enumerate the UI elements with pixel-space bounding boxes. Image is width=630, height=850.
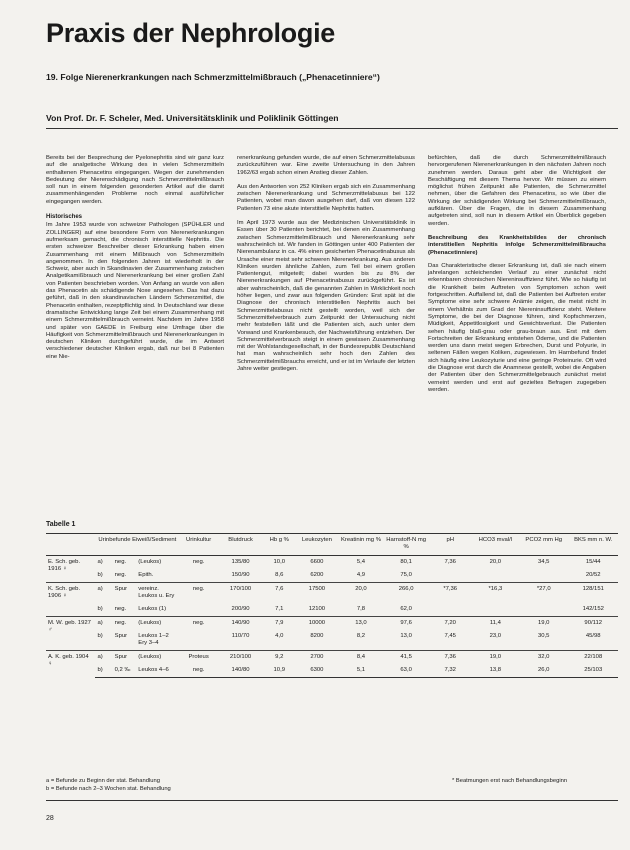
table-cell: 150/90 <box>231 572 250 578</box>
table-cell: 140/80 <box>218 664 263 678</box>
table-cell: 140/90 <box>218 617 263 631</box>
column-header: PCO2 mm Hg <box>519 534 568 556</box>
table-cell: 19,0 <box>519 617 568 631</box>
table-cell: 7,9 <box>263 617 295 631</box>
table-cell: Leukos (1) <box>138 606 167 612</box>
table-cell: 11,4 <box>472 617 519 631</box>
table-cell <box>519 569 568 583</box>
table-footnote-b: b = Befunde nach 2–3 Wochen stat. Behandlung <box>46 786 171 792</box>
table-footnote-asterisk: * Beatmungen erst nach Behandlungsbeginn <box>452 778 568 784</box>
table-cell: 7,8 <box>356 606 366 612</box>
table-cell <box>179 630 218 651</box>
patient-cell: K. Sch. geb. 1906 ♀ <box>46 583 95 617</box>
lab-results-table <box>46 533 618 678</box>
table-cell: a) <box>95 617 112 631</box>
article-subtitle: 19. Folge Nierenerkrankungen nach Schmerzmittelmißbrauch („Phenacetinniere“) <box>46 72 380 82</box>
table-cell: 7,1 <box>275 606 284 612</box>
table-cell: 13,8 <box>472 664 519 678</box>
table-cell: 8200 <box>310 633 324 639</box>
table-cell: 6600 <box>295 556 338 570</box>
table-cell: Spur <box>113 651 137 665</box>
column-header <box>46 534 95 556</box>
table-cell: 266,0 <box>384 583 429 604</box>
text-column-1 <box>46 155 224 368</box>
column-header: Urinbefunde Eiweiß/Sediment <box>95 534 179 556</box>
table-cell: 20,0 <box>338 583 383 604</box>
table-cell: 6300 <box>295 664 338 678</box>
table-cell: 5,4 <box>338 556 383 570</box>
header-divider <box>46 128 618 129</box>
author-line: Von Prof. Dr. F. Scheler, Med. Universitätsklinik und Poliklinik Göttingen <box>46 113 339 123</box>
table-cell: b) <box>97 572 103 578</box>
table-row <box>46 569 618 583</box>
table-cell: a) <box>95 651 112 665</box>
table-cell: Proteus <box>179 651 218 665</box>
table-cell <box>429 603 472 617</box>
table-cell: 13,0 <box>400 633 412 639</box>
table-cell: (Leukos) <box>136 617 179 631</box>
table-cell: 63,0 <box>384 664 429 678</box>
paragraph: Bereits bei der Besprechung der Pyelonephritis sind wir ganz kurz auf die analgetische Wirkung des in vielen Schmerzmitteln enthaltenen Phenacetins eingegangen. Wegen der zunehmenden Bedeutung der Nierenschädigung nach Schmerzmittelmißbrauch soll nun in einem folgenden gesonderten Artikel auf die damit zusammenhängenden Probleme noch einmal ausführlicher eingegangen werden. <box>46 155 224 205</box>
table-cell: 90/112 <box>568 617 618 631</box>
table-cell: 135/80 <box>218 556 263 570</box>
table-cell: a) <box>95 556 112 570</box>
table-cell: 45/98 <box>585 633 601 639</box>
table-cell <box>472 569 519 583</box>
table-cell: 75,0 <box>400 572 412 578</box>
table-cell: 8,2 <box>356 633 366 639</box>
table-cell: (Leukos) <box>136 556 179 570</box>
table-cell: 7,6 <box>263 583 295 604</box>
table-cell: 7,45 <box>444 633 456 639</box>
paragraph: Im April 1973 wurde aus der Medizinischen Universitätsklinik in Essen über 30 Patienten berichtet, bei denen ein Zusammenhang zwischen Schmerzmittelmißbrauch und Nierenerkrankung sehr wahrscheinlich ist. Wir fanden in Göttingen unter 400 Patienten der Nierenambulanz in ca. 4% einen gesicherten Phenacetinabusus als Ursache einer meist sehr schweren Nierenerkrankung. Aus anderen Kliniken wurden ähnliche Zahlen, zum Teil bei einem großen Patientengut, mitgeteilt; dabei wurden bis zu 8% der Nierenerkrankungen auf Phenacetinabusus zurückgeführt. Es ist aber wahrscheinlich, daß die genannten Zahlen in Wirklichkeit noch höher liegen, und zwar aus folgenden Gründen: Erst spät ist die Diagnose der chronisch interstitiellen Nephritis auch bei Schmerzmittelabusus nicht gestellt worden, weil sich der Schmerzmittelverbrauch zum Zeitpunkt der Untersuchung nicht mehr feststellen läßt und die Patienten sich, auch unter dem Vorwand und Krankenbesuch, der Nachweisführung entziehen. Der Schmerzmittelverbrauch steigt in einem gewissen Zusammenhang mit der Wohlstandsgesellschaft, in der Bundesrepublik Deutschland hat man wahrscheinlich sehr hoch den Zahlen des Schmerzmittelmißbrauchs erreicht, und er ist im Verlaufe der letzten Jahre weiter gestiegen. <box>237 220 415 373</box>
page-title: Praxis der Nephrologie <box>46 18 335 48</box>
table-cell: b) <box>95 664 112 678</box>
table-cell: neg. <box>113 556 137 570</box>
table-cell: 9,2 <box>263 651 295 665</box>
paragraph: befürchten, daß die durch Schmerzmittelmißbrauch hervorgerufenen Nierenerkrankungen in den nächsten Jahren noch zunehmen werden. Daraus geht aber die Wichtigkeit der Beschäftigung mit diesem Thema hervor. Wir müssen zu einem möglichst frühen Zeitpunkt alle Patienten, die Schmerzmittel nehmen, über die Gefahren des Phenacetins, so wie über die Wirkung der schädigenden Wirkung bei Schmerzmittelmißbrauch, aufklären. Über die Fragen, die in diesem Zusammenhang aufgetreten sind, soll nun in diesem Artikel ein Überblick gegeben werden. <box>428 155 606 227</box>
table-cell <box>472 603 519 617</box>
table-cell: 7,20 <box>429 617 472 631</box>
table-cell: 62,0 <box>400 606 412 612</box>
table-cell: 97,6 <box>384 617 429 631</box>
table-cell: 41,5 <box>384 651 429 665</box>
table-row <box>46 603 618 617</box>
table-cell: neg. <box>113 617 137 631</box>
section-heading: Beschreibung des Krankheitsbildes der chronisch interstitiellen Nephritis infolge Schmerzmittelmißbrauchs (Phenacetinniere) <box>428 234 606 256</box>
page-number: 28 <box>46 815 54 822</box>
table-cell: 32,0 <box>519 651 568 665</box>
patient-cell: M. W. geb. 1927 ♂ <box>46 617 95 651</box>
table-cell: 8,6 <box>275 572 284 578</box>
table-cell: 8,4 <box>338 651 383 665</box>
table-cell: *16,3 <box>472 583 519 604</box>
table-cell: *7,36 <box>429 583 472 604</box>
table-cell: 128/151 <box>568 583 618 604</box>
table-cell: 80,1 <box>384 556 429 570</box>
table-cell: neg. <box>114 606 127 612</box>
table-cell: Leukos 1–2 Ery 3–4 <box>138 633 169 646</box>
table-cell: 210/100 <box>218 651 263 665</box>
table-cell: 4,9 <box>356 572 366 578</box>
table-row <box>46 664 618 678</box>
table-cell: 19,0 <box>472 651 519 665</box>
table-cell: 12100 <box>308 606 326 612</box>
table-cell <box>519 603 568 617</box>
table-cell: 25/103 <box>568 664 618 678</box>
table-cell: neg. <box>179 583 218 604</box>
table-cell: 6200 <box>310 572 324 578</box>
table-cell: 142/152 <box>582 606 604 612</box>
table-row <box>46 630 618 651</box>
table-cell: 13,0 <box>338 617 383 631</box>
table-cell: 17500 <box>295 583 338 604</box>
table-cell: b) <box>97 606 103 612</box>
column-header: pH <box>429 534 472 556</box>
patient-cell: E. Sch. geb. 1916 ♀ <box>46 556 95 583</box>
table-cell: *27,0 <box>519 583 568 604</box>
table-cell: 26,0 <box>519 664 568 678</box>
table-cell: 23,0 <box>489 633 502 639</box>
table-cell: 20/52 <box>585 572 601 578</box>
table-cell: 2700 <box>295 651 338 665</box>
text-column-2 <box>237 155 415 380</box>
table-cell: 15/44 <box>568 556 618 570</box>
table-footnote-a: a = Befunde zu Beginn der stat. Behandlung <box>46 778 160 784</box>
table-cell: 34,5 <box>519 556 568 570</box>
table-cell: 4,0 <box>275 633 284 639</box>
table-cell: 7,32 <box>429 664 472 678</box>
table-cell: 10,9 <box>263 664 295 678</box>
table-cell: 0,2 ‰ <box>113 664 137 678</box>
table-cell: 110/70 <box>231 633 250 639</box>
table-cell: Spur <box>113 583 137 604</box>
table-cell: neg. <box>179 556 218 570</box>
table-cell: 10,0 <box>263 556 295 570</box>
table-cell: neg. <box>179 664 218 678</box>
table-cell: 170/100 <box>218 583 263 604</box>
table-cell <box>179 569 218 583</box>
table-cell: b) <box>97 633 103 639</box>
column-header: Kreatinin mg % <box>338 534 383 556</box>
table-cell: Epith. <box>138 572 154 578</box>
table-cell: 22/108 <box>568 651 618 665</box>
column-header: Blutdruck <box>218 534 263 556</box>
table-cell: 10000 <box>295 617 338 631</box>
column-header: Leukozyten <box>295 534 338 556</box>
table-cell: neg. <box>179 617 218 631</box>
paragraph: Im Jahre 1953 wurde von schweizer Pathologen (SPÜHLER und ZOLLINGER) auf eine besondere Form von Nierenerkrankungen aufmerksam gemacht, die chronisch interstitielle Nephritis. Die ersten schweizer Beschreiber dieser Erkrankung haben einen Zusammenhang mit einem Mißbrauch von Schmerzmitteln angenommen. In den folgenden Jahren ist wiederholt in der Schweiz, aber auch in Skandinavien der Zusammenhang zwischen Analgetikamißbrauch und Nierenerkrankung bei einer großen Zahl von Patienten beschrieben worden. Von Anfang an wurde von allen das Phenacetin als schädigende Noxe angesehen. Das hat dazu geführt, daß in den skandinavischen Ländern Schmerzmittel, die Phenacetin enthalten, rezeptpflichtig sind. In Deutschland war diese dramatische Entwicklung lange Zeit bei einem Zusammenhang mit einem Schmerzmittelmißbrauch verneint. Nachdem im Jahre 1958 und später von GAEDE in Freiburg eine Umfrage über die Häufigkeit von Schmerzmittelmißbrauch und Nierenerkrankungen in deutschen Kliniken durchgeführt wurde, die im Antwort verschiedener deutscher Kliniken ergab, daß nur bei 8 Patienten eine Nie- <box>46 222 224 360</box>
table-cell <box>429 569 472 583</box>
table-label: Tabelle 1 <box>46 521 76 528</box>
column-header: Urinkultur <box>179 534 218 556</box>
paragraph: Das Charakteristische dieser Erkrankung ist, daß sie nach einem jahrelangen schleichenden Verlauf zu einer zunächst nicht erkennbaren chronischen Niereninsuffizienz führt. Wie so häufig ist die Krankheit beim Auftreten von Symptomen schon weit fortgeschritten. Auffallend ist, daß die Patienten bei Auftreten erster Symptome eine sehr schwere Anämie zeigen, die meist nicht in einem Verhältnis zum Grad der Niereninsuffizienz steht. Weitere Symptome, die bei der Diagnose führen, sind Kopfschmerzen, Müdigkeit, Appetitlosigkeit und Gewichtsverlust. Die Patienten sehen häufig blaß-grau oder grau-braun aus. Erst mit dem Fortschreiten der Erkrankung entstehen Ödeme, und die Patienten werden uns dann meist wegen Erbrechen, Durst und Polyurie, in seltenen Fällen wegen Koliken, zugewiesen. Im Harnbefund findet sich häufig eine Leukozyturie und eine geringe Proteinurie. Oft wird die Diagnose erst durch die Anamnese gestellt, wobei die Angaben der Patienten über den Schmerzmittelgebrauch zunächst meist verneint werden und erst auf gezieltes Befragen zugegeben werden. <box>428 262 606 393</box>
table-cell: 30,5 <box>537 633 550 639</box>
table-cell: 7,36 <box>429 556 472 570</box>
table-cell: 7,36 <box>429 651 472 665</box>
table-cell: Spur <box>114 633 128 639</box>
paragraph: Aus den Antworten von 252 Kliniken ergab sich ein Zusammenhang zwischen Nierenerkrankung und Schmerzmittelabusus bei 122 Patienten, wobei man davon ausgehen darf, daß von diesen 122 Patienten 73 eine akute interstitielle Nephritis hatten. <box>237 183 415 212</box>
table-cell: neg. <box>114 572 127 578</box>
column-header: Hb g % <box>263 534 295 556</box>
patient-cell: A. K. geb. 1904 ♀ <box>46 651 95 678</box>
table-cell: 20,0 <box>472 556 519 570</box>
table-cell: vereinz. Leukos u. Ery <box>136 583 179 604</box>
table-row <box>46 617 618 631</box>
table-row <box>46 651 618 665</box>
table-cell <box>179 603 218 617</box>
table-header-row <box>46 534 618 556</box>
table-row <box>46 556 618 570</box>
table-cell: 200/90 <box>231 606 250 612</box>
table-cell: (Leukos) <box>136 651 179 665</box>
footer-divider <box>46 800 618 801</box>
table-cell: 5,1 <box>338 664 383 678</box>
column-header: Harnstoff-N mg % <box>384 534 429 556</box>
table-row <box>46 583 618 604</box>
paragraph: renerkrankung gefunden wurde, die auf einen Schmerzmittelabusus zurückzuführen war. Eine zweite Untersuchung in den Jahren 1962/63 ergab schon einen Anstieg dieser Zahlen. <box>237 155 415 176</box>
table-cell: a) <box>95 583 112 604</box>
text-column-3 <box>428 155 606 401</box>
column-header: BKS mm n. W. <box>568 534 618 556</box>
table-cell: Leukos 4–6 <box>136 664 179 678</box>
column-header: HCO3 mval/l <box>472 534 519 556</box>
section-heading: Historisches <box>46 214 83 221</box>
